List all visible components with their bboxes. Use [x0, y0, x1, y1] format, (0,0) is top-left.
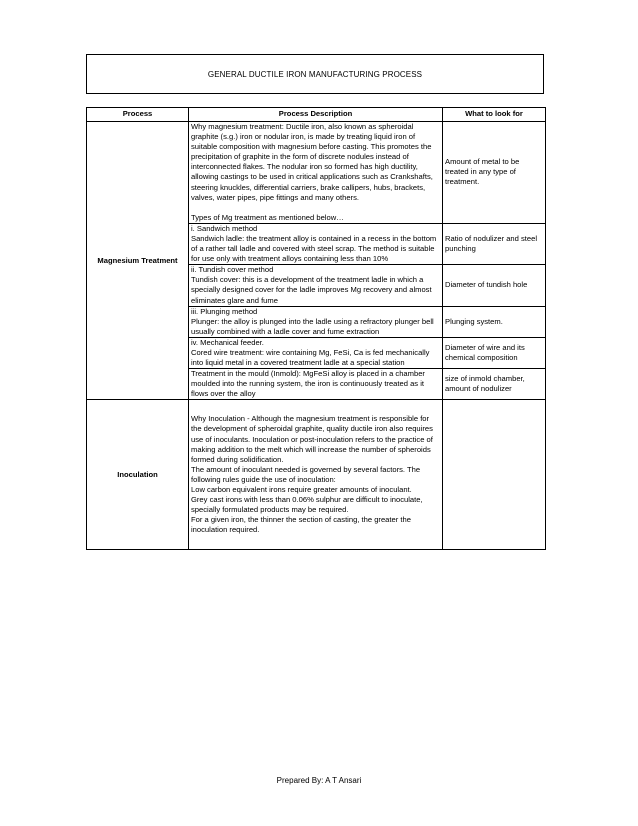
description-text: Sandwich ladle: the treatment alloy is contained in a recess in the bottom of a rather tall ladle and covered with steel scrap. The method is suitable for use only with treatment alloys containing less than 10%: [191, 233, 437, 264]
method-heading: iv. Mechanical feeder.: [191, 337, 264, 347]
description-cell: [189, 337, 443, 368]
table-header-row: [87, 108, 546, 122]
description-text: Tundish cover: this is a development of the treatment ladle in which a specially designed cover for the ladle improves Mg recovery and almost eliminates glare and fume: [191, 275, 432, 305]
look-for-cell: Plunging system.: [443, 306, 546, 337]
table-row: [87, 400, 546, 550]
look-for-cell: size of inmold chamber, amount of nodulizer: [443, 369, 546, 400]
description-text: The amount of inoculant needed is governed by several factors. The following rules guide the use of inoculation:: [191, 464, 421, 484]
document-title: GENERAL DUCTILE IRON MANUFACTURING PROCESS: [86, 54, 544, 94]
description-cell: [189, 306, 443, 337]
description-cell: [189, 122, 443, 224]
prepared-by-footer: Prepared By: A T Ansari: [276, 776, 362, 785]
look-for-cell: Diameter of wire and its chemical composition: [443, 337, 546, 368]
description-text: Why magnesium treatment: Ductile iron, also known as spheroidal graphite (s.g.) iron or nodular iron, is made by treating liquid iron of suitable composition with magnesium before casting. This promotes the precipitation of graphite in the form of discrete nodules instead of interconnected flakes. The nodular iron so formed has high ductility, allowing castings to be used in critical applications such as Crankshafts, steering knuckles, differential carriers, brake callipers, hubs, brackets, valves, water pipes, pipe fittings and many others.: [191, 122, 433, 202]
method-heading: i. Sandwich method: [191, 223, 258, 233]
look-for-cell: [443, 400, 546, 550]
process-table: [86, 107, 546, 550]
table-row: [87, 122, 546, 224]
header-process: Process: [87, 108, 189, 122]
description-text: Treatment in the mould (Inmold): MgFeSi alloy is placed in a chamber moulded into the running system, the iron is continuously treated as it flows over the alloy: [191, 369, 425, 399]
description-cell: [189, 265, 443, 306]
process-inoculation: Inoculation: [87, 400, 189, 550]
description-text: Grey cast irons with less than 0.06% sulphur are difficult to inoculate, specially formulated products may be required.: [191, 495, 423, 515]
process-magnesium-treatment: Magnesium Treatment: [87, 122, 189, 400]
description-text: Types of Mg treatment as mentioned below…: [191, 212, 344, 222]
header-description: Process Description: [189, 108, 443, 122]
header-look-for: What to look for: [443, 108, 546, 122]
description-text: For a given iron, the thinner the section of casting, the greater the inoculation required.: [191, 515, 411, 535]
description-spacer: [191, 203, 440, 213]
description-cell: [189, 369, 443, 400]
description-text: Plunger: the alloy is plunged into the ladle using a refractory plunger bell usually combined with a ladle cover and fume extraction: [191, 316, 434, 336]
description-cell: [189, 223, 443, 264]
method-heading: iii. Plunging method: [191, 306, 258, 316]
look-for-cell: Ratio of nodulizer and steel punching: [443, 223, 546, 264]
description-text: Cored wire treatment: wire containing Mg, FeSi, Ca is fed mechanically into liquid metal in a covered treatment ladle at a special station: [191, 347, 430, 368]
method-heading: ii. Tundish cover method: [191, 265, 274, 275]
description-cell: [189, 400, 443, 550]
description-text: Low carbon equivalent irons require greater amounts of inoculant.: [191, 485, 412, 495]
description-text: Why Inoculation - Although the magnesium treatment is responsible for the development of spheroidal graphite, quality ductile iron also requires use of inoculants. Inoculation or post-inoculation refers to the practice of making addition to the melt which will increase the number of spheroids formed during solidification.: [191, 414, 433, 464]
look-for-cell: Amount of metal to be treated in any type of treatment.: [443, 122, 546, 224]
look-for-cell: Diameter of tundish hole: [443, 265, 546, 306]
